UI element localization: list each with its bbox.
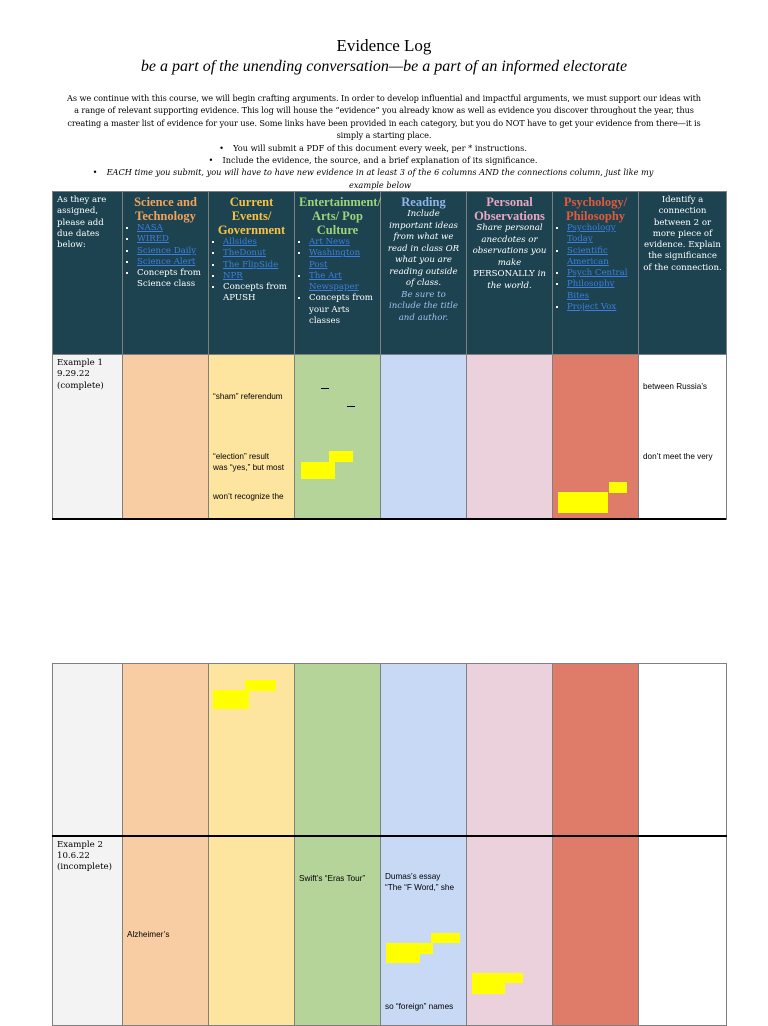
continued-reading-cell[interactable]	[381, 664, 467, 836]
link-art-news[interactable]: Art News	[309, 237, 350, 247]
current-events-title: Current Events/ Government	[217, 195, 286, 237]
instruction-item: • You will submit a PDF of this document every week, per * instructions.	[100, 142, 660, 154]
highlight-mark	[213, 690, 249, 709]
example2-row	[53, 836, 727, 1026]
header-personal	[467, 192, 553, 355]
example2-psychology-cell[interactable]	[553, 836, 639, 1026]
example2-science-snippet: Alzheimer’s	[127, 929, 170, 939]
example1-psychology-cell[interactable]	[553, 355, 639, 520]
example2-science-cell[interactable]	[123, 836, 209, 1026]
header-current-events	[209, 192, 295, 355]
highlight-mark	[245, 680, 276, 691]
evidence-log-table-continued	[52, 663, 727, 1026]
header-entertainment	[295, 192, 381, 355]
continued-current-cell[interactable]	[209, 664, 295, 836]
link-project-vox[interactable]: Project Vox	[567, 302, 617, 313]
redaction-dash	[347, 406, 355, 407]
link-the-art-newspaper[interactable]: The Art Newspaper	[309, 270, 359, 293]
reading-instructions: Include important ideas from what we read in class OR what you are reading outside of class.	[387, 209, 460, 288]
example2-current-cell[interactable]	[209, 836, 295, 1026]
example1-current-snippet: won’t recognize the	[213, 492, 284, 501]
highlight-mark	[329, 451, 353, 462]
highlight-mark	[431, 933, 460, 943]
example2-reading-snippet: so “foreign” names	[385, 1001, 454, 1011]
science-title: Science and Technology	[134, 195, 197, 223]
example2-reading-snippet: Dumas’s essay “The “F Word,” she	[385, 871, 455, 892]
example1-connection-cell[interactable]	[639, 355, 727, 520]
example2-connection-cell[interactable]	[639, 836, 727, 1026]
personal-title: Personal Observations	[474, 195, 545, 223]
link-philosophy-bites[interactable]: Philosophy Bites	[567, 279, 615, 301]
due-dates-instruction: As they are assigned, please add due dates below:	[57, 195, 107, 251]
current-events-note: Concepts from APUSH	[223, 282, 287, 304]
link-scientific-american[interactable]: Scientific American	[567, 245, 609, 267]
example2-entertainment-snippet: Swift’s “Eras Tour”	[299, 873, 366, 883]
instructions-list	[100, 142, 660, 191]
continued-psychology-cell[interactable]	[553, 664, 639, 836]
redaction-dash	[321, 388, 329, 389]
header-due-dates	[53, 192, 123, 355]
example2-label: Example 2 10.6.22 (incomplete)	[53, 836, 123, 1026]
example1-label: Example 1 9.29.22 (complete)	[53, 355, 123, 520]
link-npr[interactable]: NPR	[223, 270, 243, 281]
page-title: Evidence Log	[336, 36, 432, 55]
example1-science-cell[interactable]	[123, 355, 209, 520]
link-science-alert[interactable]: Science Alert	[137, 256, 196, 267]
link-science-daily[interactable]: Science Daily	[137, 245, 197, 256]
continued-entertainment-cell[interactable]	[295, 664, 381, 836]
example1-current-snippet: “sham” referendum	[213, 392, 283, 401]
link-psychology-today[interactable]: Psychology Today	[567, 223, 616, 245]
example1-current-snippet: “election” result was “yes,” but most	[213, 452, 284, 472]
continued-personal-cell[interactable]	[467, 664, 553, 836]
highlight-mark	[609, 482, 627, 493]
intro-paragraph: As we continue with this course, we will begin crafting arguments. In order to develop influential and impactful arguments, we must support our ideas with a range of relevant supporting evidence. This log will house the “evidence” you already know as well as evidence you discover throughout the year, thus creating a master list of evidence for your use. Some links have been provided in each category, but you do NOT have to get your evidence from there—it is simply a starting place.	[67, 93, 701, 141]
highlight-mark	[558, 492, 608, 513]
link-nasa[interactable]: NASA	[137, 223, 163, 233]
continued-connection-cell[interactable]	[639, 664, 727, 836]
continued-label-cell	[53, 664, 123, 836]
header-science	[123, 192, 209, 355]
link-wired[interactable]: WIRED	[137, 234, 169, 245]
example2-personal-cell[interactable]	[467, 836, 553, 1026]
link-the-flipside[interactable]: The FlipSide	[223, 259, 279, 270]
instruction-item: • EACH time you submit, you will have to have new evidence in at least 3 of the 6 columns AND the connections column, just like my example below	[100, 166, 660, 190]
personal-instructions: Share personal anecdotes or observations you make PERSONALLY in the world.	[472, 223, 547, 291]
continued-science-cell[interactable]	[123, 664, 209, 836]
reading-title: Reading	[401, 195, 446, 209]
instruction-item: • Include the evidence, the source, and a brief explanation of its significance.	[100, 154, 660, 166]
science-note: Concepts from Science class	[137, 268, 201, 290]
example1-entertainment-cell[interactable]	[295, 355, 381, 520]
entertainment-title: Entertainment/ Arts/ Pop Culture	[299, 195, 381, 237]
psychology-title: Psychology/ Philosophy	[563, 195, 628, 223]
reading-note: Be sure to include the title and author.	[389, 289, 458, 323]
highlight-mark	[472, 973, 523, 983]
entertainment-note: Concepts from your Arts classes	[309, 293, 373, 327]
highlight-mark	[301, 462, 335, 479]
page-subtitle: be a part of the unending conversation—be a part of an informed electorate	[140, 58, 628, 75]
example1-connection-snippet: don’t meet the very	[643, 452, 713, 461]
link-allsides[interactable]: Allsides	[223, 237, 257, 247]
highlight-mark	[386, 953, 420, 963]
link-psych-central[interactable]: Psych Central	[567, 268, 628, 279]
link-thedonut[interactable]: TheDonut	[223, 248, 266, 259]
example1-row	[53, 355, 727, 520]
example1-current-cell[interactable]	[209, 355, 295, 520]
evidence-log-table	[52, 191, 727, 520]
header-connection	[639, 192, 727, 355]
example2-reading-cell[interactable]	[381, 836, 467, 1026]
example2-entertainment-cell[interactable]	[295, 836, 381, 1026]
header-reading	[381, 192, 467, 355]
table-bottom-rule	[52, 518, 726, 520]
header-psychology	[553, 192, 639, 355]
header-row	[53, 192, 727, 355]
highlight-mark	[472, 983, 505, 994]
link-washington-post[interactable]: Washington Post	[309, 248, 361, 270]
example1-reading-cell[interactable]	[381, 355, 467, 520]
example1-personal-cell[interactable]	[467, 355, 553, 520]
example1-connection-snippet: between Russia’s	[643, 382, 708, 391]
connection-instructions: Identify a connection between 2 or more piece of evidence. Explain the significance of the connection.	[643, 195, 722, 273]
example1-continued-row	[53, 664, 727, 836]
